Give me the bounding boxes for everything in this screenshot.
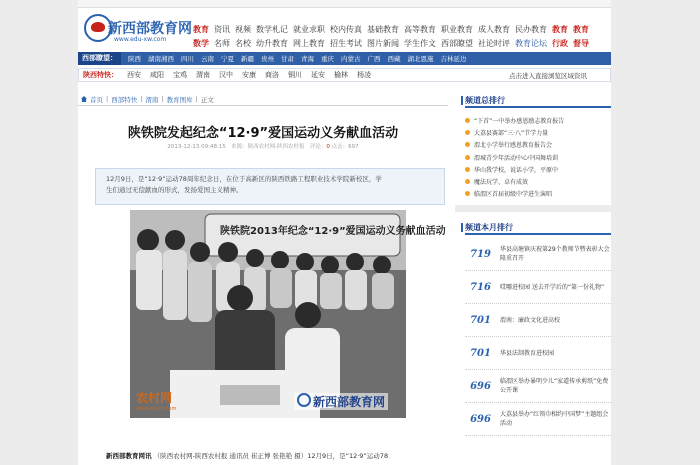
photo-banner: 陕铁院2013年纪念“12·9”爱国运动义务献血活动: [220, 226, 446, 237]
summary-line: 生们通过无偿献血的形式，发扬爱国主义精神。: [106, 186, 243, 194]
topnav-link[interactable]: 教育论坛: [515, 38, 547, 48]
topnav-row-2: [193, 36, 611, 50]
topnav-link[interactable]: 教育: [573, 24, 589, 34]
month-ranking-header: [465, 220, 611, 235]
home-icon: [81, 96, 87, 102]
topnav-row-1: [193, 22, 611, 36]
sidebar-divider: [455, 205, 621, 212]
bullet-icon: [465, 167, 470, 172]
topnav-link[interactable]: 资讯: [214, 24, 230, 34]
city-link[interactable]: 咸阳: [150, 71, 164, 79]
article-photo[interactable]: [130, 210, 446, 418]
month-item-text[interactable]: 渭南：廉政文化进高校: [500, 316, 561, 324]
site-logo[interactable]: [84, 12, 192, 46]
topnav-link[interactable]: 基础教育: [367, 24, 399, 34]
topnav-link[interactable]: 视频: [235, 24, 251, 34]
topnav-link[interactable]: 幼升教育: [256, 38, 288, 48]
sidebar: [465, 93, 611, 436]
city-link[interactable]: 延安: [311, 71, 325, 79]
header-accent: [461, 96, 463, 105]
topnav-link[interactable]: 数学: [193, 38, 209, 48]
hot-item-text[interactable]: 华山我学校，说话小学，平原中: [474, 166, 559, 174]
bullet-icon: [465, 179, 470, 184]
article-source: 来源：陕西农村网-陕西农村报: [231, 144, 305, 150]
breadcrumb-separator: |: [195, 95, 198, 103]
view-count: 716: [470, 281, 491, 293]
channel-link[interactable]: 新疆: [241, 55, 254, 63]
hot-item-text[interactable]: 大荔县赛部“三·八”节学力量: [474, 129, 549, 137]
list-item[interactable]: [465, 126, 611, 138]
topnav-link[interactable]: 督导: [573, 38, 589, 48]
hot-item-text[interactable]: 渭北小学举行感恩教育报告会: [474, 142, 553, 150]
channel-bar: [78, 52, 611, 65]
channel-bar-label: 西部瞭望：: [78, 52, 121, 65]
topnav-link[interactable]: 行政: [552, 38, 568, 48]
logo-name: 新西部教育网: [108, 21, 192, 37]
bullet-icon: [465, 155, 470, 160]
topnav-link[interactable]: 社论时评: [478, 38, 510, 48]
bullet-icon: [465, 142, 470, 147]
city-link[interactable]: 汉中: [219, 71, 233, 79]
breadcrumb-separator: |: [140, 95, 143, 103]
clicks-label: 点击：: [331, 144, 349, 150]
hot-item-text[interactable]: 临渭区首届初级中学进生演唱: [474, 191, 553, 199]
clicks-count: 697: [348, 144, 359, 150]
topnav-link[interactable]: 教育: [193, 24, 209, 34]
breadcrumb-link[interactable]: 西部特快: [111, 95, 138, 104]
breadcrumb: [78, 93, 448, 106]
channel-link[interactable]: 贵州: [261, 55, 274, 63]
bullet-icon: [465, 191, 470, 196]
city-link[interactable]: 渭南: [196, 71, 210, 79]
list-item[interactable]: [465, 271, 611, 304]
city-link[interactable]: 安康: [242, 71, 256, 79]
topnav-link[interactable]: 图片新闻: [367, 38, 399, 48]
list-item[interactable]: [465, 337, 611, 370]
list-item[interactable]: [465, 163, 611, 175]
hot-ranking-list: [465, 114, 611, 200]
hot-ranking-header: [465, 93, 611, 108]
photo-watermark-text: 农村网: [136, 391, 173, 405]
channel-link[interactable]: 云南: [201, 55, 214, 63]
topnav-link[interactable]: 名校: [235, 38, 251, 48]
city-link[interactable]: 宝鸡: [173, 71, 187, 79]
breadcrumb-link[interactable]: 渭南: [145, 95, 159, 104]
article-title: 陕铁院发起纪念“12·9”爱国运动义务献血活动: [127, 126, 399, 141]
channel-link[interactable]: 湖南湘西: [148, 55, 174, 63]
view-count: 701: [470, 314, 491, 326]
list-item[interactable]: [465, 238, 611, 271]
bullet-icon: [465, 118, 470, 123]
month-ranking-list: [465, 238, 611, 436]
article-meta: [78, 142, 448, 150]
photo-scene: [130, 210, 446, 418]
topnav-link[interactable]: 成人教育: [478, 24, 510, 34]
breadcrumb-current: 正文: [200, 95, 214, 104]
topnav-link[interactable]: 校内传真: [330, 24, 362, 34]
list-item[interactable]: [465, 175, 611, 187]
summary-line: 12月9日，是“12·9”运动78周年纪念日，在位于高新区的陕西铁路工程职业技术学院新校区，学: [106, 175, 382, 183]
hot-item-text[interactable]: 魔法玩学、卓有成效: [474, 179, 529, 187]
header-accent: [461, 223, 463, 232]
month-item-text[interactable]: 华县高塘镇庆祝第29个教师节暨表彰大会隆重召开: [500, 246, 610, 263]
article-summary: [95, 168, 445, 205]
hot-item-text[interactable]: 渭城青少年活动中心中国舞培训: [474, 154, 559, 162]
page: [78, 0, 611, 465]
topnav-link[interactable]: 招生考试: [330, 38, 362, 48]
channel-link[interactable]: 陕西: [128, 55, 141, 63]
list-item[interactable]: [465, 139, 611, 151]
city-link[interactable]: 杨凌: [357, 71, 371, 79]
breadcrumb-link[interactable]: 教育图库: [166, 95, 193, 104]
month-item-text[interactable]: 哎哪进校园 送去开学后的“第一份礼物”: [500, 283, 605, 291]
comments-count[interactable]: 0: [326, 144, 330, 150]
city-link[interactable]: 西安: [127, 71, 141, 79]
topnav-link[interactable]: 网上教育: [293, 38, 325, 48]
city-link[interactable]: 商洛: [265, 71, 279, 79]
city-link[interactable]: 榆林: [334, 71, 348, 79]
channel-link[interactable]: 湖北恩施: [407, 55, 434, 63]
channel-link[interactable]: 宁夏: [221, 55, 234, 63]
list-item[interactable]: [465, 114, 611, 126]
city-row-label: 陕西特快：: [83, 71, 118, 79]
channel-link[interactable]: 西藏: [387, 55, 401, 63]
logo-url: www.edu-xw.com: [114, 36, 167, 43]
list-item[interactable]: [465, 370, 611, 403]
breadcrumb-link[interactable]: 首页: [90, 95, 103, 104]
channel-link[interactable]: 重庆: [321, 55, 334, 63]
month-item-text[interactable]: 华县法制教育进校园: [500, 349, 555, 357]
view-count: 719: [470, 248, 491, 260]
topnav-link[interactable]: 职业教育: [441, 24, 473, 34]
view-count: 696: [470, 413, 491, 425]
comments-label: 评论：: [309, 144, 327, 150]
breadcrumb-separator: |: [106, 95, 109, 103]
channel-link[interactable]: 甘肃: [281, 55, 294, 63]
article-date: 2013-12-13 09:48:15: [167, 144, 226, 150]
channel-link[interactable]: 四川: [181, 55, 194, 63]
breadcrumb-separator: |: [161, 95, 164, 103]
hot-ranking-title: 频道总排行: [465, 95, 508, 106]
city-row-tip[interactable]: 点击进入直接浏览区域资讯: [509, 71, 587, 80]
topnav-link[interactable]: 民办教育: [515, 24, 547, 34]
topnav-link[interactable]: 就业求职: [293, 24, 325, 34]
topnav-link[interactable]: 数学札记: [256, 24, 288, 34]
top-strip: [78, 0, 611, 8]
topnav-link[interactable]: 学生作文: [404, 38, 436, 48]
topnav-link[interactable]: 名师: [214, 38, 230, 48]
bullet-icon: [465, 130, 470, 135]
hot-item-text[interactable]: “下首”一中举办感恩励志教育报告: [474, 117, 565, 125]
list-item[interactable]: [465, 151, 611, 163]
list-item[interactable]: [465, 304, 611, 337]
photo-logo: 新西部教育网: [294, 393, 388, 410]
article-body: [106, 451, 451, 460]
view-count: 696: [470, 380, 491, 392]
list-item[interactable]: [465, 403, 611, 436]
channel-link[interactable]: 广西: [367, 55, 381, 63]
topnav-link[interactable]: 西部瞭望: [441, 38, 473, 48]
view-count: 701: [470, 347, 491, 359]
month-ranking-title: 频道本月排行: [465, 222, 516, 233]
topnav-link[interactable]: 教育: [552, 24, 568, 34]
channel-link[interactable]: 青海: [301, 55, 314, 63]
body-text: （陕西农村网-陕西农村报 通讯员 崔正博 张艳艳 摄）12月9日，是“12·9”运动78: [153, 452, 389, 460]
city-link[interactable]: 铜川: [288, 71, 302, 79]
month-item-text[interactable]: 临渭区举办暴明少儿“家道传承剪纸”免费公开课: [500, 378, 609, 395]
photo-watermark-url: www.sxncb.com: [136, 406, 177, 412]
channel-link[interactable]: 吉林延边: [440, 55, 467, 63]
list-item[interactable]: [465, 188, 611, 200]
city-row: [78, 68, 611, 82]
photo-watermark: [136, 389, 176, 412]
topnav-link[interactable]: 高等教育: [404, 24, 436, 34]
channel-link[interactable]: 内蒙古: [341, 55, 361, 63]
month-item-text[interactable]: 大荔县举办“红领巾相约中国梦”主题组会活动: [500, 411, 609, 428]
body-lead: 新西部教育网讯: [106, 452, 152, 460]
top-navigation: [193, 22, 611, 50]
